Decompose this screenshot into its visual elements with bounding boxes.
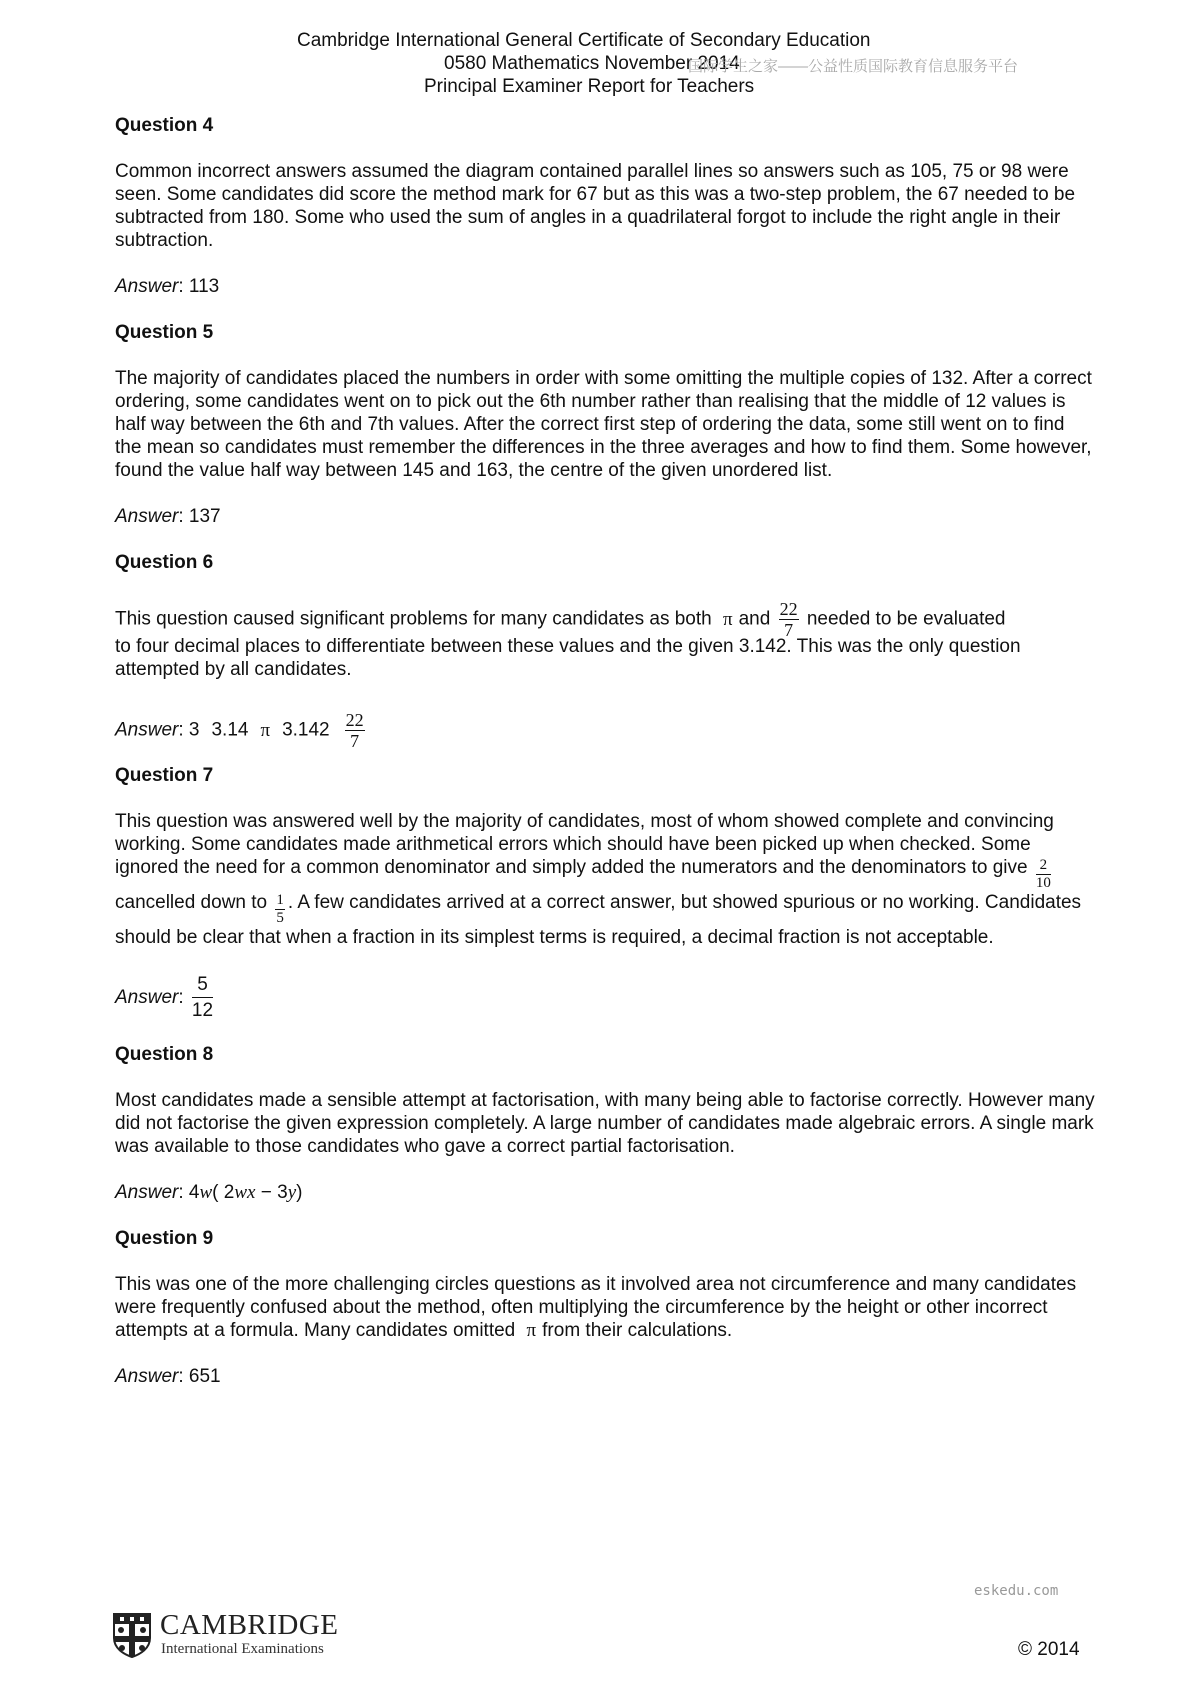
- fraction-2-over-10: $\frac{2}{10}$: [1035, 857, 1051, 891]
- question-5-text: The majority of candidates placed the numbers in order with some omitting the multiple copies of 132. After a correct ordering, some candidates went on to pick out the 6th number rather than realising that the middle of 12 values is half way between the 6th and 7th values. After the correct first step of ordering the data, some still went on to find the mean so candidates must remember the differences in the three averages and how to find them. Some however, found the value half way between 145 and 163, the centre of the given unordered list.: [115, 368, 1092, 481]
- question-6-text-a: This question caused significant problems for many candidates as both: [115, 608, 712, 630]
- question-5-answer: [115, 505, 1095, 528]
- question-7-answer-colon: :: [178, 987, 184, 1008]
- question-4-title: Question 4: [115, 115, 214, 136]
- fraction-1-over-5: $\frac{1}{5}$: [276, 892, 284, 926]
- question-9-title: Question 9: [115, 1228, 214, 1249]
- question-9-text: [115, 1273, 1095, 1342]
- watermark-text: 国际学生之家——公益性质国际教育信息服务平台: [688, 58, 1019, 75]
- question-5-title: Question 5: [115, 322, 214, 343]
- question-5-answer-value: : 137: [178, 506, 221, 527]
- cambridge-logo: [112, 1610, 372, 1662]
- question-7-text-c: . A few candidates arrived at a correct answer, but showed spurious or no working. Candidates should be clear that when a fraction in its simplest terms is required, a decimal fraction is not acceptable.: [115, 892, 1082, 948]
- question-7-title: Question 7: [115, 765, 214, 786]
- question-7-text-b: cancelled down to: [115, 892, 268, 913]
- question-6-text-c: to four decimal places to differentiate between these values and the given 3.142. This was the only question attempted by all candidates.: [115, 636, 1021, 680]
- question-8-answer: Answer: 4w( 2wx − 3y): [115, 1182, 303, 1203]
- copyright-text: © 2014: [1018, 1639, 1080, 1660]
- question-4-text: Common incorrect answers assumed the diagram contained parallel lines so answers such as 105, 75 or 98 were seen. Some candidates did score the method mark for 67 but as this was a two-step problem, the 67 needed to be subtracted from 180. Some who used the sum of angles in a quadrilateral forgot to include the right angle in their subtraction.: [115, 161, 1076, 251]
- pi-symbol: π: [526, 1320, 537, 1341]
- question-9-answer: [115, 1365, 1095, 1388]
- question-6-text-b: needed to be evaluated: [806, 608, 1006, 630]
- question-6-answer: [115, 711, 1095, 750]
- question-6-text: [115, 600, 1095, 639]
- logo-subtitle: International Examinations: [161, 1641, 324, 1657]
- answer-item-3-142: 3.142: [282, 719, 330, 741]
- answer-fraction-22-over-7: $\frac{22}{7}$: [345, 710, 364, 751]
- question-4-answer-value: : 113: [178, 276, 220, 297]
- shield-icon: [112, 1612, 152, 1658]
- answer-label: Answer: [115, 719, 179, 741]
- question-6-title: Question 6: [115, 552, 214, 573]
- answer-label: Answer: [115, 1182, 179, 1203]
- answer-label: Answer: [115, 1366, 179, 1387]
- question-9-text-a: This was one of the more challenging circles questions as it involved area not circumference and many candidates were frequently confused about the method, often multiplying the circumference by the height or other incorrect attempts at a formula. Many candidates omitted: [115, 1274, 1077, 1341]
- pi-symbol: π: [723, 608, 733, 630]
- answer-label: Answer: [115, 276, 179, 297]
- answer-item-3-14: 3.14: [211, 719, 249, 741]
- question-6-and: and: [738, 608, 771, 630]
- question-7-answer: [115, 973, 1095, 1023]
- question-6-answer-prefix: : 3: [178, 719, 200, 741]
- fraction-22-over-7: $\frac{22}{7}$: [779, 599, 798, 640]
- footer-site-text: eskedu.com: [974, 1583, 1059, 1599]
- answer-item-pi: π: [260, 719, 271, 741]
- answer-label: Answer: [115, 506, 179, 527]
- header-title-line1: Cambridge International General Certificate of Secondary Education: [297, 30, 871, 51]
- question-8-text: Most candidates made a sensible attempt at factorisation, with many being able to factorise correctly. However many did not factorise the given expression completely. A large number of candidates made algebraic errors. A single mark was available to those candidates who gave a correct partial factorisation.: [115, 1090, 1095, 1157]
- question-8-title: Question 8: [115, 1044, 214, 1065]
- question-9-text-b: from their calculations.: [542, 1320, 733, 1341]
- report-body: [115, 114, 1095, 1388]
- header-title-line2: 0580 Mathematics November 2014: [444, 53, 740, 74]
- question-4-answer: [115, 275, 1095, 298]
- header-title-line3: Principal Examiner Report for Teachers: [424, 76, 755, 97]
- answer-fraction-5-over-12: $\frac{5}{12}$: [191, 974, 214, 1022]
- question-7-text: [115, 810, 1095, 949]
- logo-name: CAMBRIDGE: [160, 1609, 339, 1641]
- question-7-text-a: This question was answered well by the majority of candidates, most of whom showed complete and convincing working. Some candidates made arithmetical errors which should have been picked up when checked. Some ignored the need for a common denominator and simply added the numerators and the denominators to give: [115, 811, 1054, 878]
- answer-label: Answer: [115, 987, 179, 1008]
- question-9-answer-value: : 651: [178, 1366, 221, 1387]
